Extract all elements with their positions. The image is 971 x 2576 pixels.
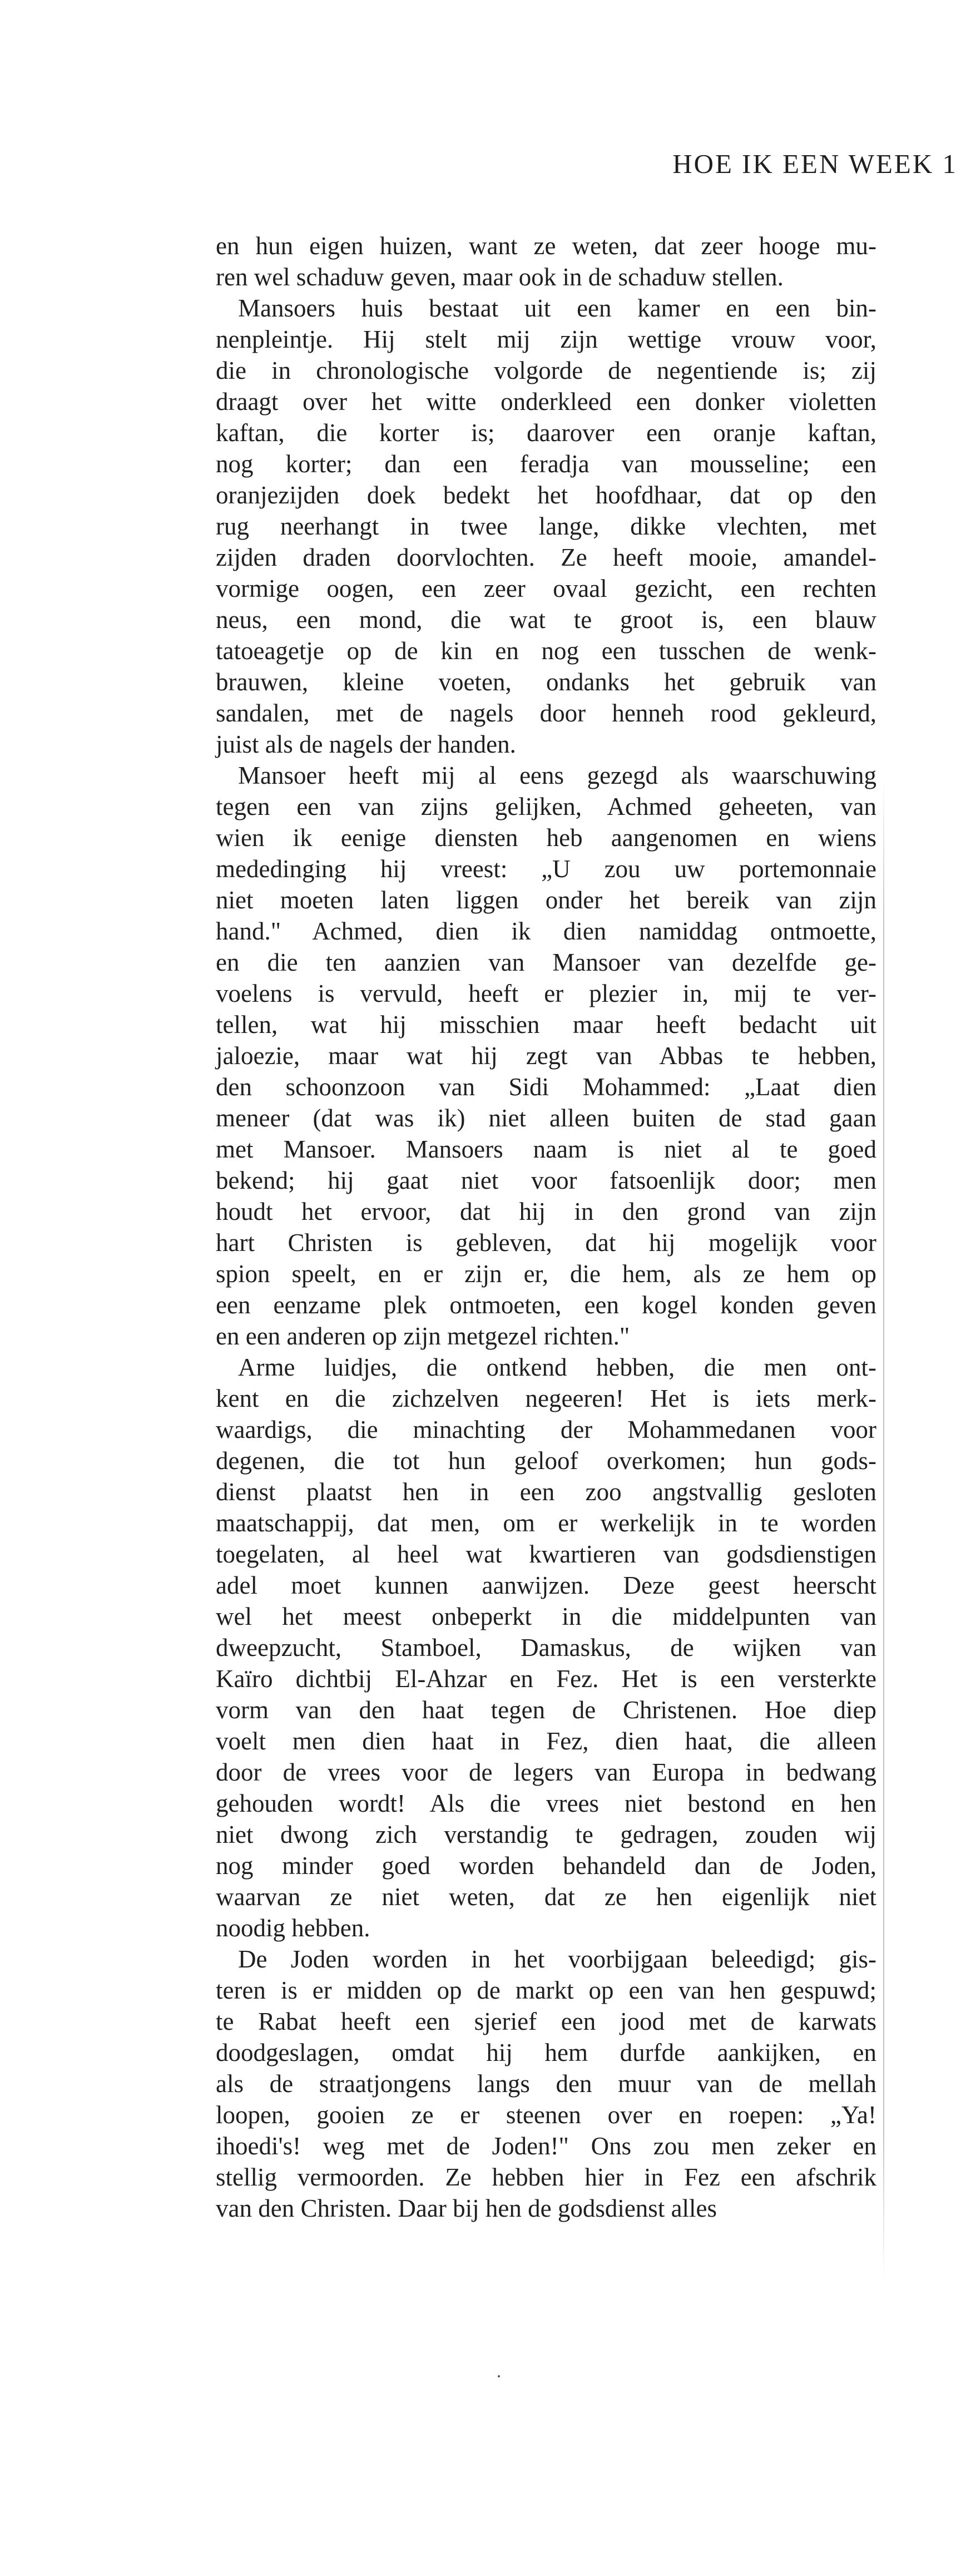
text-line: hand." Achmed, dien ik dien namiddag ontmoette, [216,917,876,945]
text-line: ren wel schaduw geven, maar ook in de schaduw stellen. [216,263,784,291]
text-line: wien ik eenige diensten heb aangenomen en wiens [216,824,876,852]
text-line: en die ten aanzien van Mansoer van dezelfde ge- [216,948,876,976]
text-line: Mansoer heeft mij al eens gezegd als waarschuwing [238,762,876,789]
text-line: die in chronologische volgorde de negentiende is; zij [216,357,876,384]
text-line: stellig vermoorden. Ze hebben hier in Fez een afschrik [216,2163,876,2191]
text-line: een eenzame plek ontmoeten, een kogel konden geven [216,1291,876,1319]
text-line: tegen een van zijns gelijken, Achmed geheeten, van [216,793,876,820]
text-line: bekend; hij gaat niet voor fatsoenlijk door; men [216,1166,876,1194]
text-line: De Joden worden in het voorbijgaan beleedigd; gis- [238,1945,876,1973]
page-speck [498,2375,500,2377]
text-line: hart Christen is gebleven, dat hij mogelijk voor [216,1229,876,1257]
paragraph [216,760,876,1352]
text-line: als de straatjongens langs den muur van de mellah [216,2070,876,2098]
text-line: tatoeagetje op de kin en nog een tusschen de wenk- [216,637,876,665]
text-line: loopen, gooien ze er steenen over en roepen: „Ya! [216,2101,876,2129]
text-line: kaftan, die korter is; daarover een oranje kaftan, [216,419,876,447]
paragraph [216,230,876,293]
text-line: zijden draden doorvlochten. Ze heeft mooie, amandel- [216,543,876,571]
text-line: den schoonzoon van Sidi Mohammed: „Laat dien [216,1073,876,1101]
text-line: neus, een mond, die wat te groot is, een blauw [216,606,876,634]
text-line: van den Christen. Daar bij hen de godsdienst alles [216,2194,717,2222]
text-line: te Rabat heeft een sjerief een jood met de karwats [216,2008,876,2035]
text-line: wel het meest onbeperkt in die middelpunten van [216,1603,876,1630]
text-line: met Mansoer. Mansoers naam is niet al te goed [216,1135,876,1163]
text-line: oranjezijden doek bedekt het hoofdhaar, dat op den [216,481,876,509]
paragraph [216,1352,876,1944]
text-line: waardigs, die minachting der Mohammedanen voor [216,1416,876,1443]
text-line: juist als de nagels der handen. [216,730,516,758]
text-line: gehouden wordt! Als die vrees niet bestond en hen [216,1789,876,1817]
text-line: toegelaten, al heel wat kwartieren van godsdienstigen [216,1540,876,1568]
text-line: brauwen, kleine voeten, ondanks het gebruik van [216,668,876,696]
text-line: degenen, die tot hun geloof overkomen; hun gods- [216,1447,876,1475]
text-line: sandalen, met de nagels door henneh rood gekleurd, [216,699,876,727]
text-line: spion speelt, en er zijn er, die hem, als ze hem op [216,1260,876,1288]
paragraph [216,293,876,760]
text-line: vorm van den haat tegen de Christenen. Hoe diep [216,1696,876,1724]
text-line: vormige oogen, een zeer ovaal gezicht, een rechten [216,575,876,602]
text-line: doodgeslagen, omdat hij hem durfde aankijken, en [216,2039,876,2066]
text-line: adel moet kunnen aanwijzen. Deze geest heerscht [216,1571,876,1599]
text-line: Kaïro dichtbij El-Ahzar en Fez. Het is een versterkte [216,1665,876,1693]
text-line: ihoedi's! weg met de Joden!" Ons zou men zeker en [216,2132,876,2160]
body-text [216,230,876,2224]
text-line: waarvan ze niet weten, dat ze hen eigenlijk niet [216,1883,876,1911]
text-line: en een anderen op zijn metgezel richten." [216,1322,630,1350]
text-line: dweepzucht, Stamboel, Damaskus, de wijken van [216,1634,876,1662]
text-line: jaloezie, maar wat hij zegt van Abbas te hebben, [216,1042,876,1070]
text-line: voelens is vervuld, heeft er plezier in, mij te ver- [216,980,876,1007]
text-line: mededinging hij vreest: „U zou uw portemonnaie [216,855,876,883]
text-line: voelt men dien haat in Fez, dien haat, die alleen [216,1727,876,1755]
text-line: maatschappij, dat men, om er werkelijk in te worden [216,1509,876,1537]
text-line: houdt het ervoor, dat hij in den grond van zijn [216,1198,876,1225]
paragraph [216,1944,876,2224]
text-line: tellen, wat hij misschien maar heeft bedacht uit [216,1011,876,1039]
text-line: Arme luidjes, die ontkend hebben, die men ont- [238,1353,876,1381]
text-line: meneer (dat was ik) niet alleen buiten de stad gaan [216,1104,876,1132]
text-line: nenpleintje. Hij stelt mij zijn wettige vrouw voor, [216,325,876,353]
text-line: nog korter; dan een feradja van mousseline; een [216,450,876,478]
text-line: niet moeten laten liggen onder het bereik van zijn [216,886,876,914]
text-line: rug neerhangt in twee lange, dikke vlechten, met [216,512,876,540]
text-line: noodig hebben. [216,1914,370,1942]
text-line: door de vrees voor de legers van Europa in bedwang [216,1758,876,1786]
text-line: kent en die zichzelven negeeren! Het is iets merk- [216,1385,876,1412]
text-line: Mansoers huis bestaat uit een kamer en een bin- [238,294,876,322]
text-line: dienst plaatst hen in een zoo angstvallig gesloten [216,1478,876,1506]
text-line: teren is er midden op de markt op een van hen gespuwd; [216,1976,876,2004]
margin-shadow-line [883,779,884,2281]
text-line: draagt over het witte onderkleed een donker violetten [216,388,876,416]
running-head: HOE IK EEN WEEK 1 [672,149,958,179]
text-line: niet dwong zich verstandig te gedragen, zouden wij [216,1821,876,1848]
text-line: nog minder goed worden behandeld dan de Joden, [216,1852,876,1880]
text-line: en hun eigen huizen, want ze weten, dat zeer hooge mu- [216,232,876,260]
